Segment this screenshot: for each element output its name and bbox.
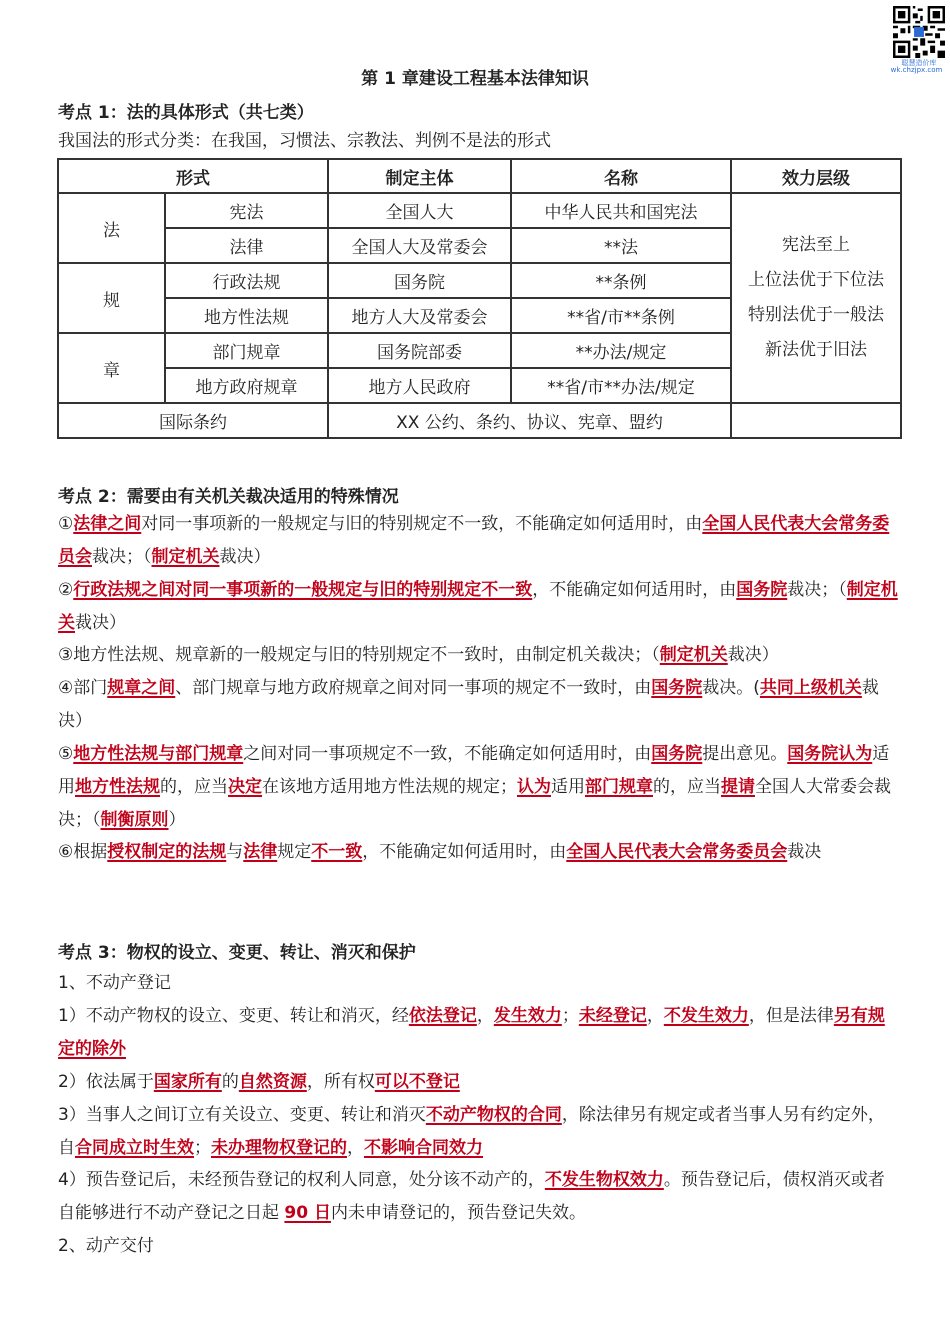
text: 在该地方适用地方性法规的规定； [262,777,517,797]
text: ，不能确定如何适用时，由 [362,842,567,862]
key-term: 制定机关 [58,580,898,633]
table-cell: 地方性法规 [165,298,328,333]
header-effect: 效力层级 [731,159,901,193]
table-cell: 部门规章 [165,333,328,368]
text: 适用 [551,777,585,797]
table-cell: 地方人民政府 [328,368,511,403]
text: 裁决；（ [787,580,847,600]
key-term: 规章之间 [107,678,176,698]
table-cell: 地方政府规章 [165,368,328,403]
section-1-heading: 考点 1：法的具体形式（共七类） [58,103,314,123]
key-term: 部门规章 [585,777,653,797]
text: 的 [221,1072,239,1092]
s3-para-1 [58,1000,898,1066]
key-term: 可以不登记 [374,1072,460,1092]
text: ③地方性法规、规章新的一般规定与旧的特别规定不一致时，由制定机关裁决；（ [58,645,660,665]
key-term: 决定 [228,777,262,797]
text: ⑥根据 [58,842,108,862]
text: ① [58,514,74,534]
text: ， [476,1006,494,1026]
table-cell: **法 [511,228,731,263]
law-forms-table [57,158,902,439]
key-term: 提请 [721,777,755,797]
key-term: 不发生物权效力 [544,1170,664,1190]
key-term: 不发生效力 [663,1006,749,1026]
key-term: 法律之间 [73,514,142,534]
table-cell: 法律 [165,228,328,263]
table-cell: 国际条约 [58,403,328,438]
table-cell: 地方人大及常委会 [328,298,511,333]
watermark-url[interactable]: wk.chzjpx.com [890,66,943,74]
text: 裁决） [727,645,779,665]
key-term: 合同成立时生效 [75,1138,194,1158]
text: 对同一事项新的一般规定与旧的特别规定不一致，不能确定如何适用时，由 [141,514,703,534]
key-term: 自然资源 [238,1072,307,1092]
qr-code-icon [893,6,945,58]
key-term: 另有规定的除外 [58,1006,885,1059]
text: 内未申请登记的，预告登记失效。 [330,1203,586,1223]
key-term: 行政法规之间对同一事项新的一般规定与旧的特别规定不一致 [73,580,533,600]
table-cell: 宪法 [165,193,328,228]
key-term: 国务院 [736,580,788,600]
effect-line: 新法优于旧法 [765,340,867,360]
watermark-name: 聪慧造价库 [901,59,937,67]
key-term: 未经登记 [578,1006,647,1026]
key-term: 国务院 [651,678,703,698]
s3-sub-1: 1、不动产登记 [58,973,171,993]
text: 提出意见。 [702,744,788,764]
text: 1）不动产物权的设立、变更、转让和消灭，经 [58,1006,409,1026]
key-term: 全国人民代表大会常务委员会 [566,842,788,862]
key-term: 共同上级机关 [759,678,862,698]
table-header-row [58,159,901,193]
table-cell: 国务院部委 [328,333,511,368]
text: ，除法律另有规定或者当事人另有约定外，自 [58,1105,885,1158]
text: ， [347,1138,364,1158]
key-term: 地方性法规 [75,777,160,797]
text: 裁决。( [702,678,760,698]
text: ； [561,1006,579,1026]
text: ） [168,810,186,830]
s3-para-2 [58,1066,898,1099]
text: 、部门规章与地方政府规章之间对同一事项的规定不一致时，由 [175,678,652,698]
text: 裁决 [787,842,822,862]
text: ④部门 [58,678,108,698]
group-fa: 法 [58,193,165,263]
text: ⑤ [58,744,74,764]
group-zhang: 章 [58,333,165,403]
s2-para-2 [58,574,898,640]
text: 2）依法属于 [58,1072,154,1092]
text: 。预告登记后，债权消灭或者自能够进行不动产登记之日起 [58,1170,885,1223]
text: 与 [226,842,244,862]
header-name: 名称 [511,159,731,193]
key-term: 全国人民代表大会常务委员会 [58,514,890,567]
key-term: 地方性法规与部门规章 [73,744,244,764]
key-term: 不影响合同效力 [364,1138,483,1158]
text: 裁决） [219,547,271,567]
key-term: 制衡原则 [100,810,169,830]
key-term: 认为 [517,777,551,797]
text: 全国人大常委会裁决；（ [58,777,891,830]
table-cell: 国务院 [328,263,511,298]
key-term: 不动产物权的合同 [425,1105,562,1125]
key-term: 依法登记 [408,1006,477,1026]
text: 适用 [58,744,890,797]
key-term: 授权制定的法规 [107,842,227,862]
key-term: 90 日 [284,1203,331,1223]
effect-line: 特别法优于一般法 [748,305,884,325]
text: 4）预告登记后，未经预告登记的权利人同意，处分该不动产的， [58,1170,545,1190]
text: 的，应当 [160,777,228,797]
key-term: 未办理物权登记的 [211,1138,347,1158]
text: 规定 [277,842,312,862]
table-cell: 行政法规 [165,263,328,298]
key-term: 国务院认为 [787,744,873,764]
key-term: 国家所有 [153,1072,222,1092]
table-cell: **省/市**条例 [511,298,731,333]
page-title: 第 1 章建设工程基本法律知识 [361,69,589,89]
text: ，不能确定如何适用时，由 [532,580,737,600]
text: ，但是法律 [748,1006,834,1026]
section-2-heading: 考点 2：需要由有关机关裁决适用的特殊情况 [58,487,399,507]
text: 裁决） [75,613,126,633]
s2-para-3 [58,639,898,672]
table-cell: **省/市**办法/规定 [511,368,731,403]
key-term: 发生效力 [493,1006,562,1026]
s3-para-4 [58,1164,898,1230]
section-1-intro: 我国法的形式分类：在我国，习惯法、宗教法、判例不是法的形式 [58,131,551,151]
effect-level-cell [731,193,901,403]
text: ，所有权 [306,1072,375,1092]
group-gui: 规 [58,263,165,333]
text: 裁决；（ [92,547,152,567]
table-cell-empty [731,403,901,438]
table-row [58,193,901,228]
table-cell: **条例 [511,263,731,298]
key-term: 法律 [243,842,278,862]
s3-sub-2: 2、动产交付 [58,1236,154,1256]
table-row [58,403,901,438]
text: ； [194,1138,211,1158]
effect-line: 宪法至上 [782,235,850,255]
key-term: 制定机关 [659,645,728,665]
s3-para-3 [58,1099,898,1165]
table-cell: 中华人民共和国宪法 [511,193,731,228]
table-cell: 全国人大 [328,193,511,228]
s2-para-1 [58,508,898,574]
table-cell: 全国人大及常委会 [328,228,511,263]
text: 3）当事人之间订立有关设立、变更、转让和消灭 [58,1105,426,1125]
table-cell: XX 公约、条约、协议、宪章、盟约 [328,403,731,438]
s2-para-4 [58,672,898,738]
text: 之间对同一事项规定不一致，不能确定如何适用时，由 [243,744,652,764]
key-term: 不一致 [311,842,363,862]
table-cell: **办法/规定 [511,333,731,368]
s2-para-5 [58,738,898,837]
header-form: 形式 [58,159,328,193]
key-term: 制定机关 [151,547,220,567]
header-maker: 制定主体 [328,159,511,193]
s2-para-6 [58,836,898,869]
text: ② [58,580,74,600]
effect-line: 上位法优于下位法 [748,270,884,290]
text: 裁决） [58,678,879,731]
section-3-heading: 考点 3：物权的设立、变更、转让、消灭和保护 [58,943,416,963]
key-term: 国务院 [651,744,703,764]
text: 的，应当 [653,777,721,797]
text: ， [646,1006,664,1026]
